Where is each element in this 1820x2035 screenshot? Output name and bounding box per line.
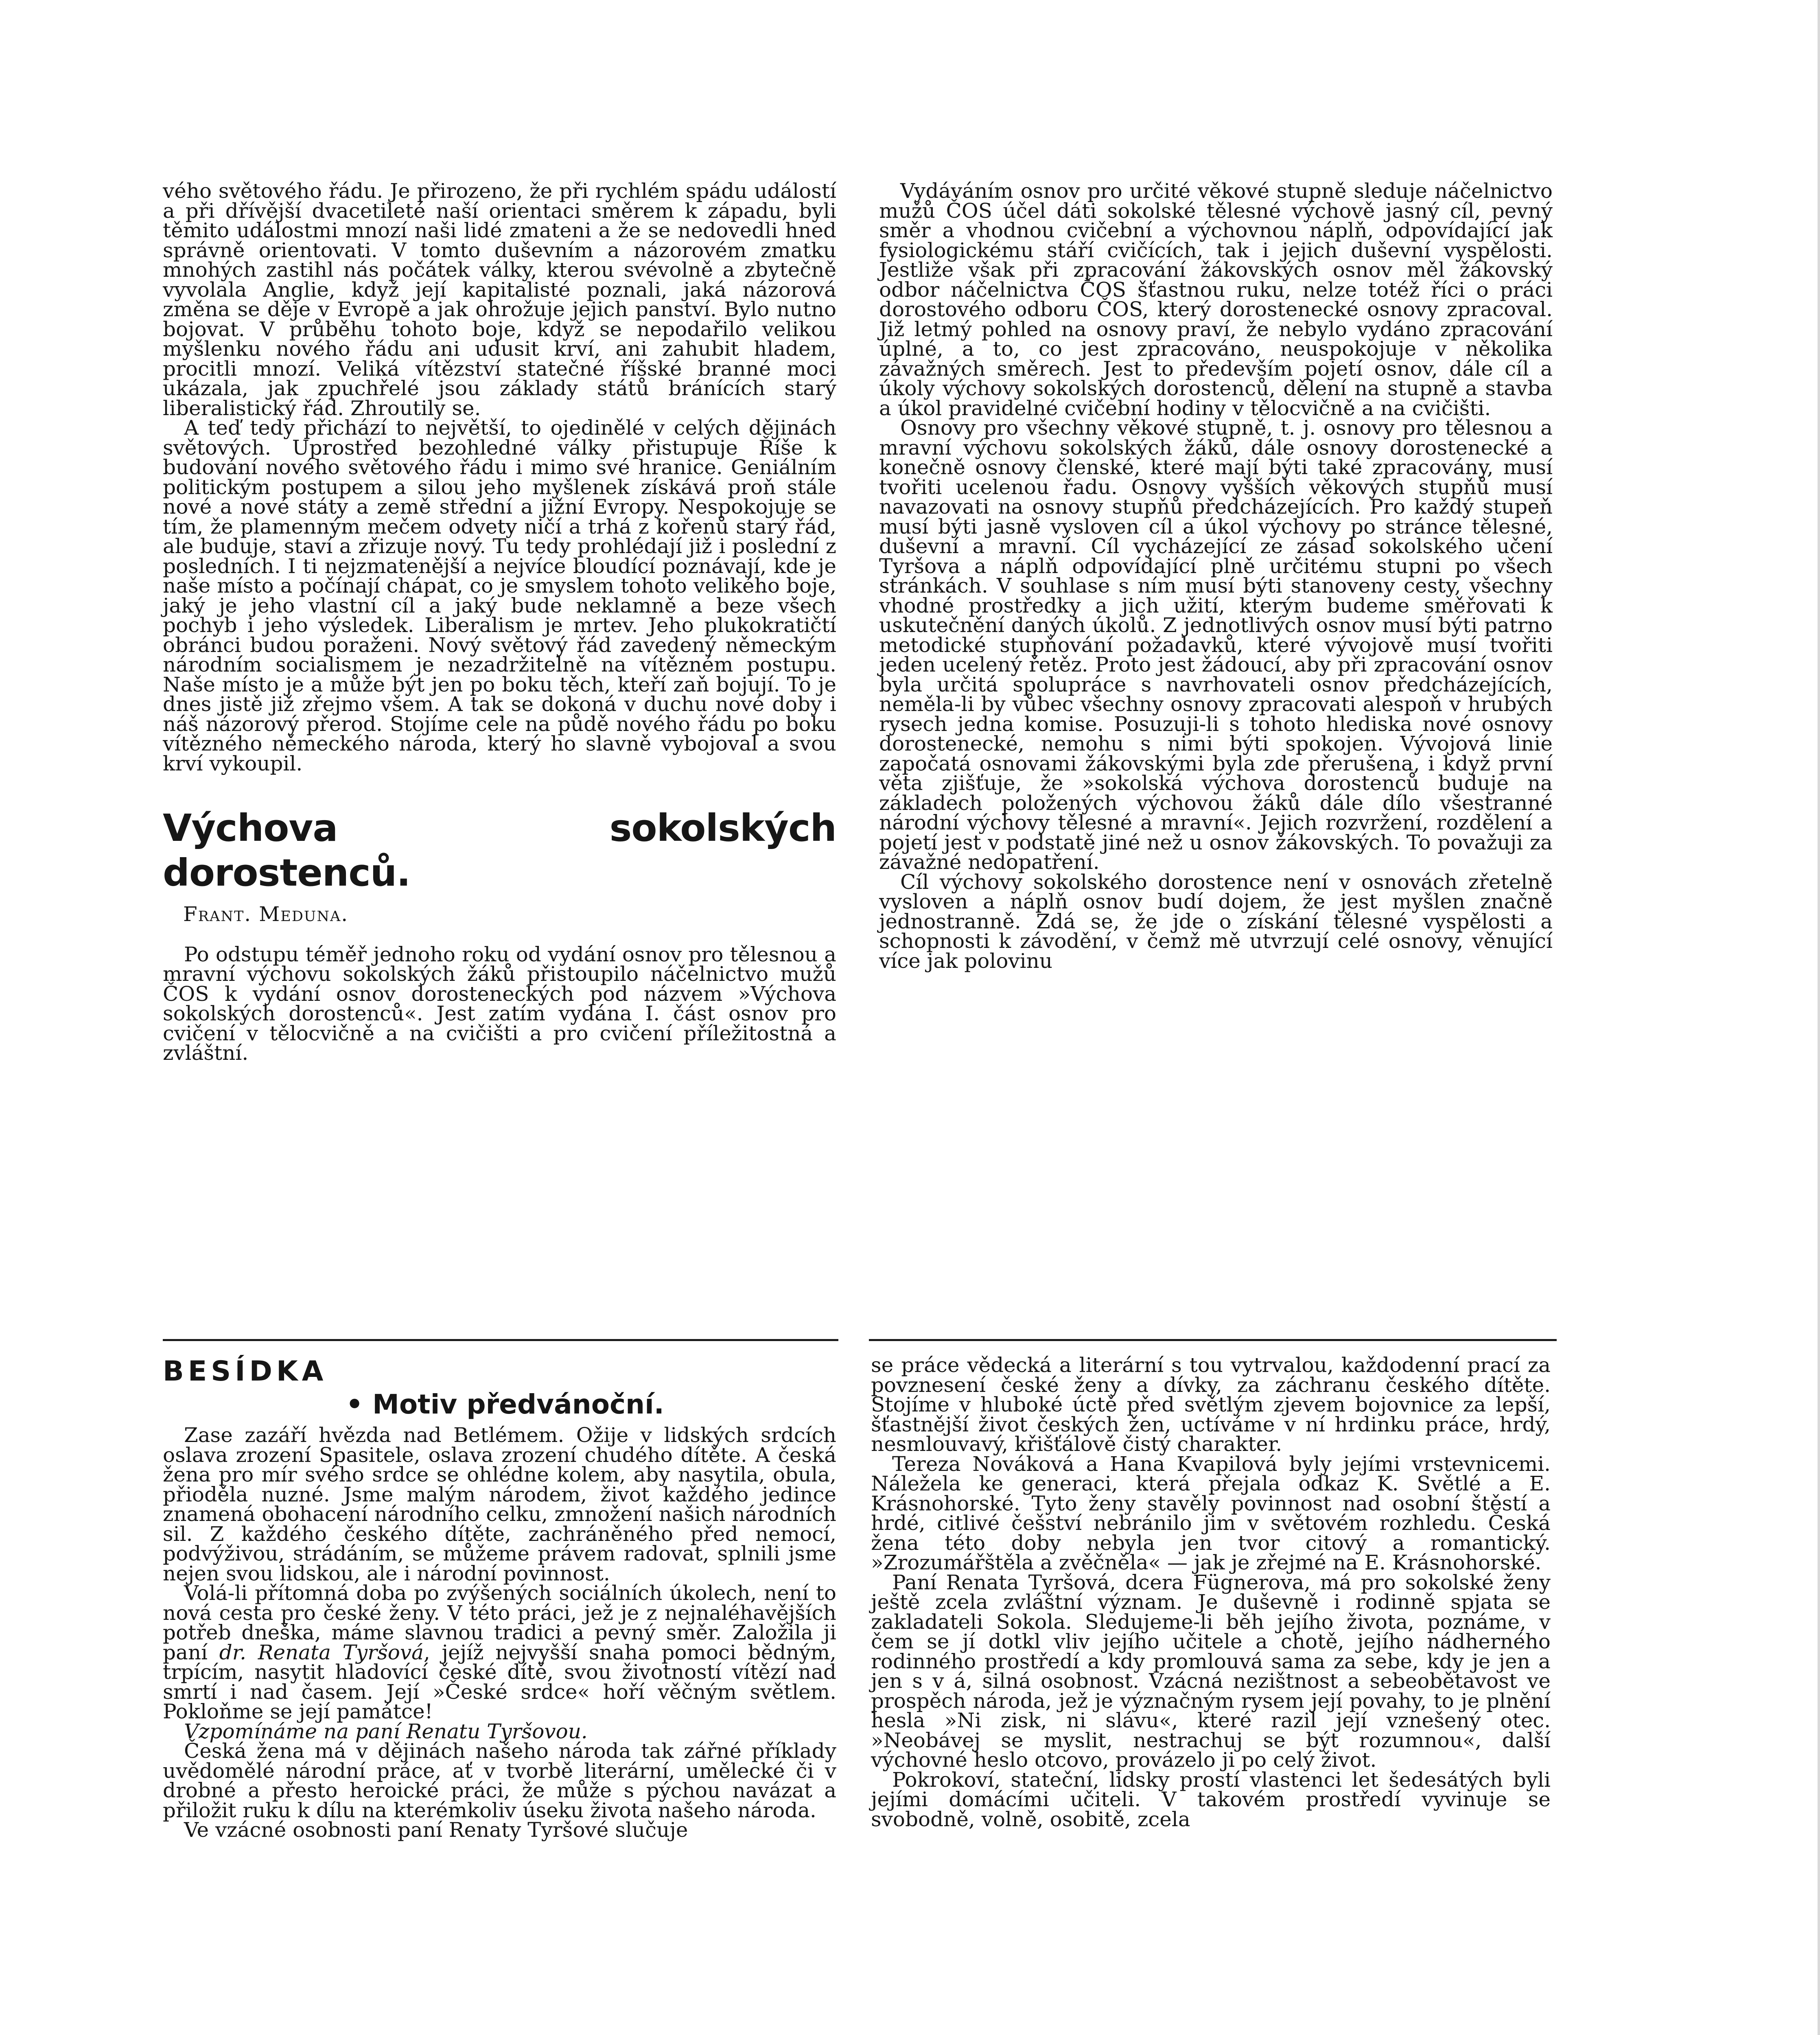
article-title: Výchova sokolských dorostenců. — [163, 806, 836, 895]
column-top-right — [879, 181, 1553, 971]
paragraph: A teď tedy přichází to největší, to ojedinělé v celých dějinách světových. Uprostřed bezohledné války přistupuje Říše k budování nového světového řádu i mimo své hranice. Geniálním politickým postupem a silou jeho myšlenek získává proň stále nové a nové státy a země střední a jižní Evropy. Nespokojuje se tím, že plamenným mečem odvety ničí a trhá z kořenů starý řád, ale buduje, staví a zřizuje nový. Tu tedy prohlédají již i poslední z posledních. I ti nejzmatenější a nejvíce bloudící poznávají, kde je naše místo a počínají chápat, co je smyslem tohoto velikého boje, jaký je jeho vlastní cíl a jaký bude neklamně a beze všech pochyb i jeho výsledek. Liberalism je mrtev. Jeho plukokratičtí obránci budou poraženi. Nový světový řád zavedený německým národním socialismem je nezadržitelně na vítězném postupu. Naše místo je a může být jen po boku těch, kteří zaň bojují. To je dnes jistě již zřejmo všem. A tak se dokoná v duchu nové doby i náš názorový přerod. Stojíme cele na půdě nového řádu po boku vítězného německého národa, který ho slavně vybojoval a svou krví vykoupil. — [163, 416, 836, 775]
section-rule-right — [869, 1339, 1557, 1341]
italic-heading: Vzpomínáme na paní Renatu Tyršovou. — [184, 1719, 588, 1743]
paragraph: Tereza Nováková a Hana Kvapilová byly jejími vrstevnicemi. Náležela ke generaci, která přejala odkaz K. Světlé a E. Krásnohorské. Tyto ženy stavěly povinnost nad osobní štěstí a hrdé, citlivé češství nebránilo jim v světovém rozhledu. Česká žena této doby nebyla jen tvor citový a romantický. »Zrozumářštěla a zvěčněla« — jak je zřejmé na E. Krásnohorské. — [871, 1452, 1551, 1574]
section-rule-left — [163, 1339, 838, 1341]
paragraph: Česká žena má v dějinách našeho národa tak zářné příklady uvědomělé národní práce, ať v tvorbě literární, umělecké či v drobné a přesto heroické práci, že může s pýchou navázat a přiložit ruku k dílu na kterémkoliv úseku života našeho národa. — [163, 1739, 836, 1822]
column-bottom-left — [163, 1355, 836, 1840]
paragraph — [163, 1583, 836, 1722]
sub-title: • Motiv předvánoční. — [346, 1389, 664, 1420]
paragraph: Cíl výchovy sokolského dorostence není v osnovách zřetelně vysloven a náplň osnov budí dojem, že jest myšlen značně jednostranně. Zdá se, že jde o získání tělesné vyspělosti a schopnosti k závodění, v čemž mě utvrzují celé osnovy, věnující více jak polovinu — [879, 870, 1553, 973]
paragraph: Zase zazáří hvězda nad Betlémem. Ožije v lidských srdcích oslava zrození Spasitele, oslava zrození chudého dítěte. A česká žena pro mír svého srdce se ohlédne kolem, aby nasytila, obula, přioděla nuzné. Jsme malým národem, život každého jedince znamená obohacení národního celku, zmnožení našich národních sil. Z každého českého dítěte, zachráněného před nemocí, podvýživou, strádáním, se můžeme právem radovat, splnili jsme nejen svou lidskou, ale i národní povinnost. — [163, 1423, 836, 1585]
paragraph: Pokrokoví, stateční, lidsky prostí vlastenci let šedesátých byli jejími domácími učiteli. V takovém prostředí vyvinuje se svobodně, volně, osobitě, zcela — [871, 1768, 1551, 1831]
section-title: BESÍDKA — [163, 1355, 328, 1387]
paragraph: Po odstupu téměř jednoho roku od vydání osnov pro tělesnou a mravní výchovu sokolských žáků přistoupilo náčelnictvo mužů ČOS k vydání osnov dorosteneckých pod názvem »Výchova sokolských dorostenců«. Jest zatím vydána I. část osnov pro cvičení v tělocvičně a na cvičišti a pro cvičení příležitostná a zvláštní. — [163, 942, 836, 1065]
paragraph: Ve vzácné osobnosti paní Renaty Tyršové slučuje — [184, 1818, 688, 1842]
paragraph: Vydáváním osnov pro určité věkové stupně sleduje náčelnictvo mužů ČOS účel dáti sokolské tělesné výchově jasný cíl, pevný směr a vhodnou cvičební a výchovnou náplň, odpovídající jak fysiologickému stáří cvičících, tak i jejich duševní vyspělosti. Jestliže však při zpracování žákovských osnov měl žákovský odbor náčelnictva ČOS šťastnou ruku, nelze totéž říci o práci dorostového odboru ČOS, který dorostenecké osnovy zpracoval. Již letmý pohled na osnovy praví, že nebylo vydáno zpracování úplné, a to, co jest zpracováno, neuspokojuje v několika závažných směrech. Jest to především pojetí osnov, dále cíl a úkoly výchovy sokolských dorostenců, dělení na stupně a stavba a úkol pravidelné cvičební hodiny v tělocvičně a na cvičišti. — [879, 179, 1553, 420]
paragraph: se práce vědecká a literární s tou vytrvalou, každodenní prací za povznesení české ženy a dívky, za záchranu českého dítěte. Stojíme v hluboké úctě před světlým zjevem bojovnice za lepší, šťastnější život českých žen, uctíváme v ní hrdinku práce, hrdý, nesmlouvavý, křišťálově čistý charakter. — [871, 1353, 1551, 1456]
paragraph: Paní Renata Tyršová, dcera Fügnerova, má pro sokolské ženy ještě zcela zvláštní význam. Je duševně i rodinně spjata se zakladateli Sokola. Sledujeme-li běh jejího života, poznáme, v čem se jí dotkl vliv jejího učitele a chotě, jejího nádherného rodinného prostředí a kdy promlouvá sama za sebe, kdy je jen a jen s v á, silná osobnost. Vzácná nezištnost a sebeobětavost ve prospěch národa, jež je význačným rysem její povahy, to je plnění hesla »Ni zisk, ni slávu«, které razil její vznešený otec. »Neobávej se myslit, nestrachuj se být rozumnou«, další výchovné heslo otcovo, provázelo ji po celý život. — [871, 1570, 1551, 1772]
paragraph-text: , jejíž nejvyšší snaha pomoci bědným, trpícím, nasytit hladovící české dítě, svou životností vítězí nad smrtí i nad časem. Její »České srdce« hoří věčným světlem. Pokloňme se její památce! — [163, 1640, 836, 1723]
emphasis-name: dr. Renata Tyršová — [219, 1640, 424, 1664]
paragraph-text: Volá-li přítomná doba po zvýšených sociálních úkolech, není to nová cesta pro české ženy. V této práci, jež je z nejnaléhavějších potřeb dneška, máme slavnou tradici a pevný směr. Založila ji paní — [163, 1581, 836, 1664]
paragraph: vého světového řádu. Je přirozeno, že při rychlém spádu událostí a při dřívější dvacetileté naší orientaci směrem k západu, byli těmito událostmi mnozí naši lidé zmateni a že se nedovedli hned správně orientovati. V tomto duševním a názorovém zmatku mnohých zastihl nás počátek války, kterou svévolně a zbytečně vyvolala Anglie, když její kapitalisté poznali, jaká názorová změna se děje v Evropě a jak ohrožuje jejich panství. Bylo nutno bojovat. V průběhu tohoto boje, když se nepodařilo velikou myšlenku nového řádu ani udusit krví, ani zahubit hladem, procitli mnozí. Veliká vítězství statečné říšské branné moci ukázala, jak zpuchřelé jsou základy států bránících starý liberalistický řád. Zhroutily se. — [163, 179, 836, 420]
byline: Frant. Meduna. — [183, 902, 349, 926]
paragraph: Osnovy pro všechny věkové stupně, t. j. osnovy pro tělesnou a mravní výchovu sokolských žáků, dále osnovy dorostenecké a konečně osnovy členské, které mají býti také zpracovány, musí tvořiti ucelenou řadu. Osnovy vyšších věkových stupňů musí navazovati na osnovy stupňů předcházejících. Pro každý stupeň musí býti jasně vysloven cíl a úkol výchovy po stránce tělesné, duševní a mravní. Cíl vycházející ze zásad sokolského učení Tyršova a náplň odpovídající plně určitému stupni po všech stránkách. V souhlase s ním musí býti stanoveny cesty, všechny vhodné prostředky a jich užití, kterým budeme směřovati k uskutečnění daných úkolů. Z jednotlivých osnov musí býti patrno metodické stupňování požadavků, které vývojově musí tvořiti jeden ucelený řetěz. Proto jest žádoucí, aby při zpracování osnov byla určitá spolupráce s navrhovateli osnov předcházejících, neměla-li by vůbec všechny osnovy zpracovati alespoň v hrubých rysech jedna komise. Posuzuji-li s tohoto hlediska nové osnovy dorostenecké, nemohu s nimi býti spokojen. Vývojová linie započatá osnovami žákovskými byla zde přerušena, i když první věta zjišťuje, že »sokolská výchova dorostenců buduje na základech položených výchovou žáků dále dílo všestranné národní výchovy tělesné a mravní«. Jejich rozvržení, rozdělení a pojetí jest v podstatě jiné než u osnov žákovských. To považuji za závažné nedopatření. — [879, 416, 1553, 874]
column-bottom-right — [871, 1355, 1551, 1829]
column-top-left — [163, 181, 836, 1063]
